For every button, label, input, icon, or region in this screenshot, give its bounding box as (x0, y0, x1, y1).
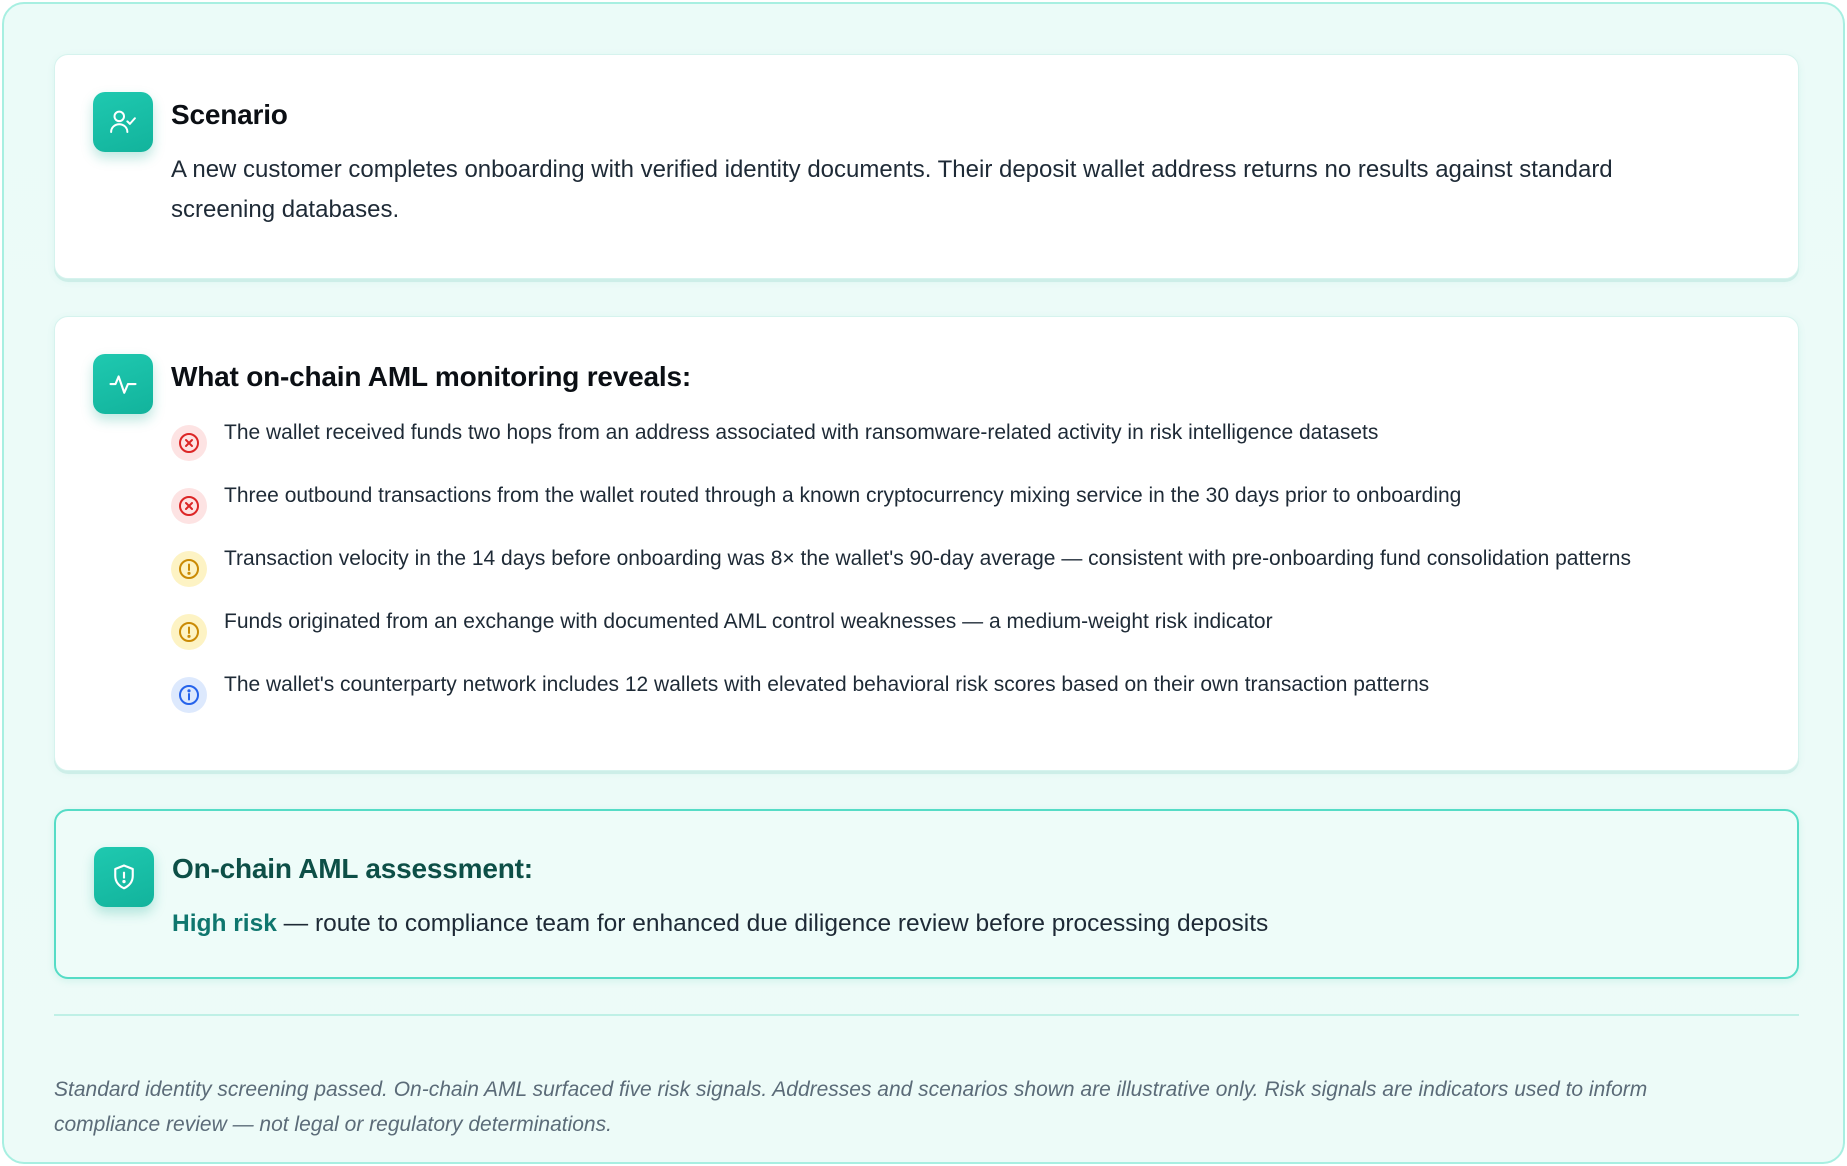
risk-signal-item (171, 543, 1771, 606)
divider (54, 1014, 1799, 1016)
monitoring-card (54, 316, 1799, 771)
alert-circle-icon (171, 614, 207, 650)
info-circle-icon (171, 677, 207, 713)
x-circle-icon (171, 425, 207, 461)
risk-level-label: High risk (172, 910, 277, 937)
risk-signal-text: Three outbound transactions from the wallet routed through a known cryptocurrency mixing service in the 30 days prior to onboarding (224, 484, 1462, 507)
assessment-recommendation: — route to compliance team for enhanced due diligence review before processing deposits (276, 910, 1269, 937)
panel-frame (2, 2, 1845, 1164)
risk-signal-list (171, 417, 1771, 732)
user-check-icon (93, 92, 153, 152)
activity-pulse-icon (93, 354, 153, 414)
alert-circle-icon (171, 551, 207, 587)
risk-signal-item (171, 417, 1771, 480)
assessment-card (54, 809, 1799, 979)
assessment-title: On-chain AML assessment: (172, 853, 533, 884)
x-circle-icon (171, 488, 207, 524)
monitoring-title: What on-chain AML monitoring reveals: (171, 361, 691, 392)
risk-signal-item (171, 480, 1771, 543)
risk-signal-item (171, 606, 1771, 669)
assessment-verdict (172, 904, 1268, 944)
scenario-card (54, 54, 1799, 279)
shield-alert-icon (94, 847, 154, 907)
risk-signal-item (171, 669, 1771, 732)
risk-signal-text: The wallet received funds two hops from an address associated with ransomware-related activity in risk intelligence datasets (224, 421, 1379, 444)
disclaimer-footnote: Standard identity screening passed. On-chain AML surfaced five risk signals. Addresses and scenarios shown are illustrative only. Risk signals are indicators used to inform compliance review — not legal or regulatory determinations. (54, 1078, 1648, 1136)
risk-signal-text: Transaction velocity in the 14 days before onboarding was 8× the wallet's 90-day average — consistent with pre-onboarding fund consolidation patterns (224, 547, 1631, 570)
risk-signal-text: The wallet's counterparty network includes 12 wallets with elevated behavioral risk scores based on their own transaction patterns (224, 673, 1430, 696)
scenario-description: A new customer completes onboarding with verified identity documents. Their deposit wallet address returns no results against standard screening databases. (171, 156, 1613, 223)
risk-signal-text: Funds originated from an exchange with documented AML control weaknesses — a medium-weight risk indicator (224, 610, 1273, 633)
scenario-title: Scenario (171, 99, 288, 130)
